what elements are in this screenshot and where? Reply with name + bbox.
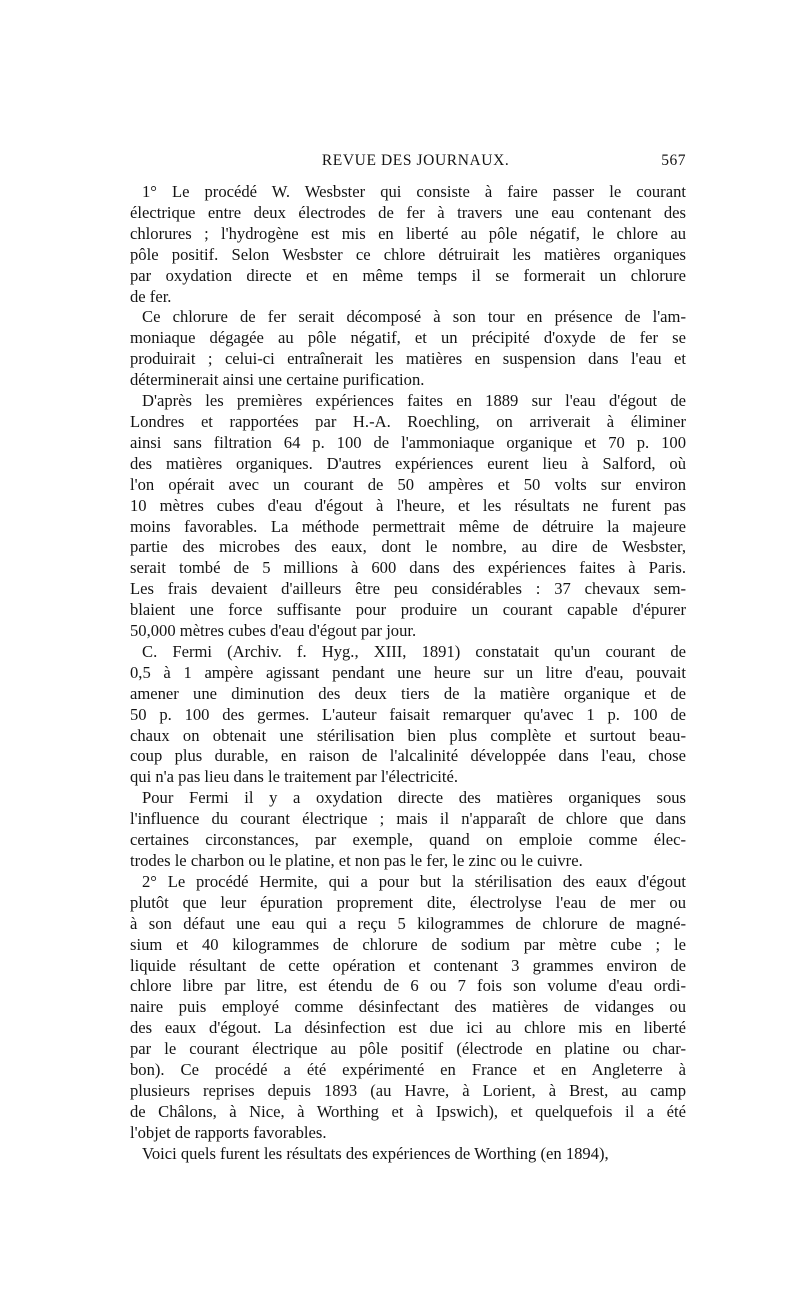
text-line: 2° Le procédé Hermite, qui a pour but la stérilisation des eaux d'égout [142,871,686,891]
text-line: amener une diminution des deux tiers de la matière organique et de [130,683,686,703]
text-line: serait tombé de 5 millions à 600 dans des expériences faites à Paris. [130,558,686,578]
text-line: sium et 40 kilogrammes de chlorure de sodium par mètre cube ; le [130,934,686,954]
text-line: Londres et rapportées par H.-A. Roechling, on arriverait à éliminer [130,411,686,431]
paragraph [130,182,686,307]
text-line: blaient une force suffisante pour produire un courant capable d'épurer [130,600,686,620]
text-line: plutôt que leur épuration proprement dite, électrolyse l'eau de mer ou [130,892,686,912]
text-line: moins favorables. La méthode permettrait même de détruire la majeure [130,516,686,536]
page-number: 567 [661,152,686,169]
text-line: chaux on obtenait une stérilisation bien plus complète et surtout beau- [130,725,686,745]
text-line: Ce chlorure de fer serait décomposé à son tour en présence de l'am- [142,307,686,327]
body-text [130,182,686,1165]
book-page [130,152,686,1165]
text-line: Voici quels furent les résultats des expériences de Worthing (en 1894), [142,1143,609,1163]
text-line: moniaque dégagée au pôle négatif, et un précipité d'oxyde de fer se [130,328,686,348]
text-line: partie des microbes des eaux, dont le nombre, au dire de Wesbster, [130,537,686,557]
text-line: produirait ; celui-ci entraînerait les matières en suspension dans l'eau et [130,349,686,369]
text-line: 1° Le procédé W. Wesbster qui consiste à faire passer le courant [142,182,686,201]
text-line: des matières organiques. D'autres expériences eurent lieu à Salford, où [130,453,686,473]
text-line: certaines circonstances, par exemple, quand on emploie comme élec- [130,830,686,850]
text-line: coup plus durable, en raison de l'alcalinité développée dans l'eau, chose [130,746,686,766]
text-line: qui n'a pas lieu dans le traitement par l'électricité. [130,767,459,787]
paragraph [130,872,686,1144]
text-line: pôle positif. Selon Wesbster ce chlore détruirait les matières organiques [130,244,686,264]
text-line: par le courant électrique au pôle positif (électrode en platine ou char- [130,1039,686,1059]
text-line: chlorures ; l'hydrogène est mis en liberté au pôle négatif, le chlore au [130,223,686,243]
text-line: naire puis employé comme désinfectant des matières de vidanges ou [130,997,686,1017]
text-line: bon). Ce procédé a été expérimenté en France et en Angleterre à [130,1060,686,1080]
text-line: électrique entre deux électrodes de fer à travers une eau contenant des [130,202,686,222]
text-line: 50 p. 100 des germes. L'auteur faisait remarquer qu'avec 1 p. 100 de [130,704,686,724]
text-line: à son défaut une eau qui a reçu 5 kilogrammes de chlorure de magné- [130,913,686,933]
running-title: REVUE DES JOURNAUX. [321,152,510,169]
running-head [130,152,686,178]
text-line: D'après les premières expériences faites en 1889 sur l'eau d'égout de [142,391,686,411]
paragraph [130,642,686,788]
text-line: chlore libre par litre, est étendu de 6 ou 7 fois son volume d'eau ordi- [130,976,686,996]
text-line: 0,5 à 1 ampère agissant pendant une heure sur un litre d'eau, pouvait [130,662,686,682]
text-line: plusieurs reprises depuis 1893 (au Havre, à Lorient, à Brest, au camp [130,1080,686,1100]
paragraph [130,391,686,642]
text-line: liquide résultant de cette opération et contenant 3 grammes environ de [130,955,686,975]
text-line: déterminerait ainsi une certaine purification. [130,370,425,390]
text-line: 50,000 mètres cubes d'eau d'égout par jour. [130,621,417,641]
text-line: de fer. [130,286,172,306]
text-line: C. Fermi (Archiv. f. Hyg., XIII, 1891) constatait qu'un courant de [142,641,686,661]
text-line: par oxydation directe et en même temps il se formerait un chlorure [130,265,686,285]
paragraph [130,1144,686,1165]
text-line: ainsi sans filtration 64 p. 100 de l'ammoniaque organique et 70 p. 100 [130,432,686,452]
text-line: l'influence du courant électrique ; mais il n'apparaît de chlore que dans [130,809,686,829]
text-line: de Châlons, à Nice, à Worthing et à Ipswich), et quelquefois il a été [130,1101,686,1121]
text-line: trodes le charbon ou le platine, et non pas le fer, le zinc ou le cuivre. [130,851,583,870]
text-line: 10 mètres cubes d'eau d'égout à l'heure, et les résultats ne furent pas [130,495,686,515]
paragraph [130,307,686,391]
paragraph [130,788,686,872]
text-line: Les frais devaient d'ailleurs être peu considérables : 37 chevaux sem- [130,579,686,599]
text-line: Pour Fermi il y a oxydation directe des matières organiques sous [142,788,686,808]
text-line: des eaux d'égout. La désinfection est due ici au chlore mis en liberté [130,1018,686,1038]
text-line: l'objet de rapports favorables. [130,1122,327,1142]
text-line: l'on opérait avec un courant de 50 ampères et 50 volts sur environ [130,474,686,494]
